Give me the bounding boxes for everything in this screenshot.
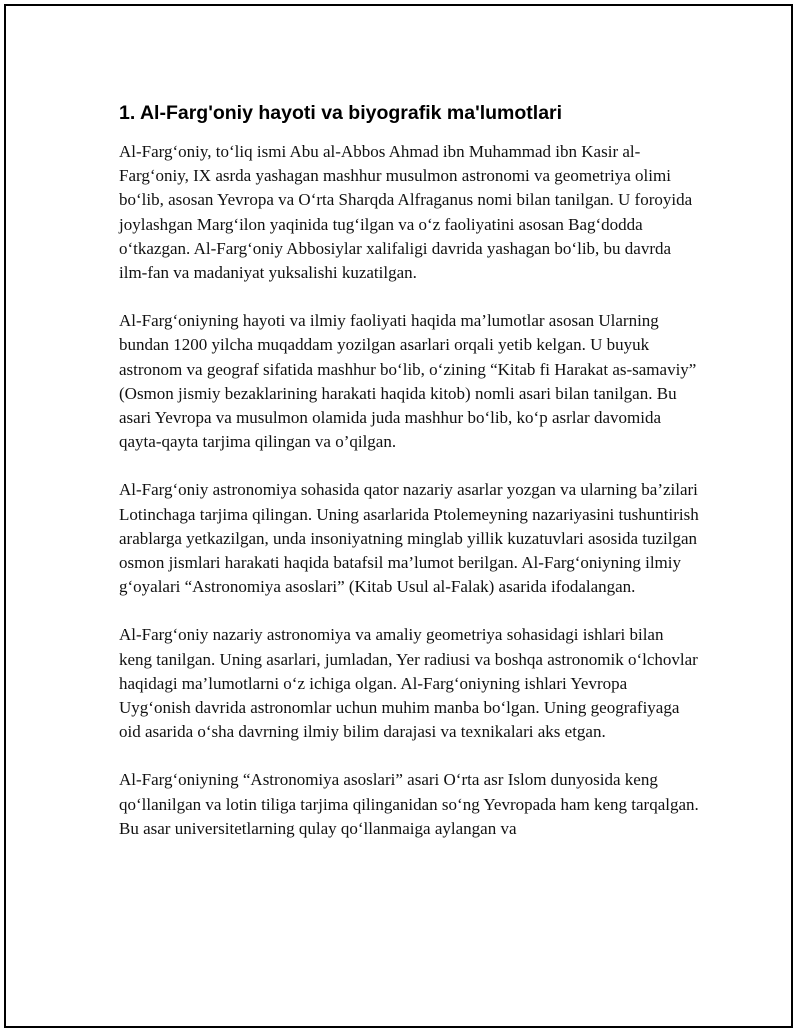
document-body xyxy=(119,98,699,865)
paragraph-5: Al-Farg‘oniyning “Astronomiya asoslari” asari O‘rta asr Islom dunyosida keng qo‘llanilgan va lotin tiliga tarjima qilinganidan so‘ng Yevropada ham keng tarqalgan. Bu asar universitetlarning qulay qo‘llanmaiga aylangan va xyxy=(119,770,699,838)
paragraph-4: Al-Farg‘oniy nazariy astronomiya va amaliy geometriya sohasidagi ishlari bilan keng tanilgan. Uning asarlari, jumladan, Yer radiusi va boshqa astronomik o‘lchovlar haqidagi ma’lumotlarni o‘z ichiga olgan. Al-Farg‘oniyning ishlari Yevropa Uyg‘onish davrida astronomlar uchun muhim manba bo‘lgan. Uning geografiyaga oid asarida o‘sha davrning ilmiy bilim darajasi va texnikalari aks etgan. xyxy=(119,625,698,742)
paragraph-1: Al-Farg‘oniy, to‘liq ismi Abu al-Abbos Ahmad ibn Muhammad ibn Kasir al-Farg‘oniy, IX asrda yashagan mashhur musulmon astronomi va geometriya olimi bo‘lib, asosan Yevropa va O‘rta Sharqda Alfraganus nomi bilan tanilgan. U foroyida joylashgan Marg‘ilon yaqinida tug‘ilgan va o‘z faoliyatini asosan Bag‘dodda o‘tkazgan. Al-Farg‘oniy Abbosiylar xalifaligi davrida yashagan bo‘lib, bu davrda ilm-fan va madaniyat yuksalishi kuzatilgan. xyxy=(119,142,693,283)
section-heading: 1. Al-Farg'oniy hayoti va biyografik ma'lumotlari xyxy=(119,102,563,124)
paragraph-3: Al-Farg‘oniy astronomiya sohasida qator nazariy asarlar yozgan va ularning ba’zilari Lotinchaga tarjima qilingan. Uning asarlarida Ptolemeyning nazariyasini tushuntirish arablarga yetkazilgan, unda insoniyatning minglab yillik kuzatuvlari asosida tuzilgan osmon jismlari harakati haqida batafsil ma’lumot berilgan. Al-Farg‘oniyning ilmiy g‘oyalari “Astronomiya asoslari” (Kitab Usul al-Falak) asarida ifodalangan. xyxy=(119,480,699,597)
paragraph-2: Al-Farg‘oniyning hayoti va ilmiy faoliyati haqida ma’lumotlar asosan Ularning bundan 1200 yilcha muqaddam yozilgan asarlari orqali yetib kelgan. U buyuk astronom va geograf sifatida mashhur bo‘lib, o‘zining “Kitab fi Harakat as-samaviy” (Osmon jismiy bezaklarining harakati haqida kitob) nomli asari bilan tanilgan. Bu asari Yevropa va musulmon olamida juda mashhur bo‘lib, ko‘p asrlar davomida qayta-qayta tarjima qilingan va o’qilgan. xyxy=(119,311,697,452)
page-frame xyxy=(4,4,793,1028)
